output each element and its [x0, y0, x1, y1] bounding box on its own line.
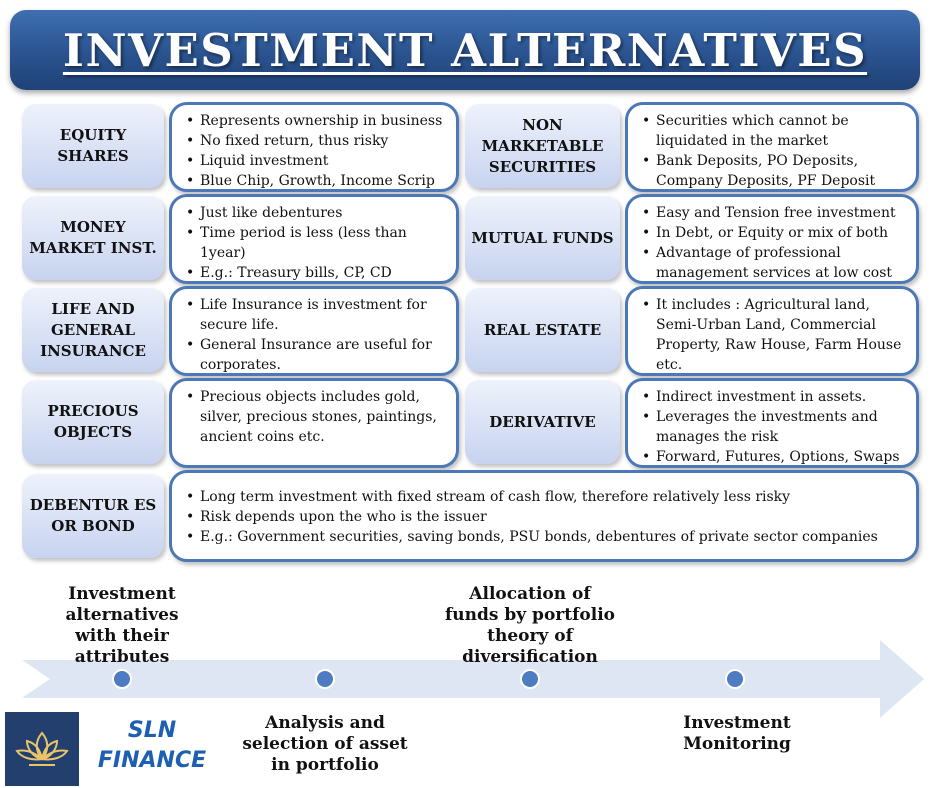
- list-item: • It includes : Agricultural land, Semi-Urban Land, Commercial Property, Raw House, Farm House etc.: [642, 295, 906, 375]
- label-life-general-insurance: LIFE AND GENERAL INSURANCE: [22, 288, 164, 372]
- list-item: • Long term investment with fixed stream of cash flow, therefore relatively less risky: [186, 487, 906, 507]
- list-item: • Advantage of professional management services at low cost: [642, 243, 906, 283]
- list-item: • E.g.: Treasury bills, CP, CD: [186, 263, 446, 283]
- list-item: • Forward, Futures, Options, Swaps: [642, 447, 906, 467]
- list-item: • No fixed return, thus risky: [186, 131, 446, 151]
- list-item: • Precious objects includes gold, silver, precious stones, paintings, ancient coins etc.: [186, 387, 446, 447]
- list-item: • E.g.: Government securities, saving bonds, PSU bonds, debentures of private sector companies: [186, 527, 906, 547]
- label-non-marketable-securities: NON MARKETABLE SECURITIES: [465, 104, 620, 188]
- list-item: • Represents ownership in business: [186, 111, 446, 131]
- list-item: • Bank Deposits, PO Deposits, Company Deposits, PF Deposit: [642, 151, 906, 191]
- list-item: • Liquid investment: [186, 151, 446, 171]
- label-money-market-inst: MONEY MARKET INST.: [22, 196, 164, 280]
- step-dot: [725, 669, 745, 689]
- label-precious-objects: PRECIOUS OBJECTS: [22, 380, 164, 464]
- brand-name: SLN FINANCE: [97, 718, 207, 773]
- step-dot: [315, 669, 335, 689]
- label-derivative: DERIVATIVE: [465, 380, 620, 464]
- list-item: • Time period is less (less than 1year): [186, 223, 446, 263]
- list-item: • Leverages the investments and manages the risk: [642, 407, 906, 447]
- list-item: • Indirect investment in assets.: [642, 387, 906, 407]
- step-label-3: Allocation of funds by portfolio theory of diversification: [444, 584, 616, 667]
- list-item: • Life Insurance is investment for secure life.: [186, 295, 446, 335]
- list-item: • Securities which cannot be liquidated in the market: [642, 111, 906, 151]
- logo: [5, 712, 79, 786]
- label-debentures-or-bond: DEBENTUR ES OR BOND: [22, 474, 164, 558]
- step-label-2: Analysis and selection of asset in portfolio: [242, 713, 408, 775]
- label-mutual-funds: MUTUAL FUNDS: [465, 196, 620, 280]
- list-item: • Blue Chip, Growth, Income Scrip: [186, 171, 446, 191]
- list-item: • In Debt, or Equity or mix of both: [642, 223, 906, 243]
- step-dot: [112, 669, 132, 689]
- step-dot: [520, 669, 540, 689]
- page-title: INVESTMENT ALTERNATIVES: [62, 23, 868, 77]
- step-label-4: Investment Monitoring: [683, 713, 791, 754]
- list-item: • General Insurance are useful for corporates.: [186, 335, 446, 375]
- label-real-estate: REAL ESTATE: [465, 288, 620, 372]
- list-item: • Just like debentures: [186, 203, 446, 223]
- step-label-1: Investment alternatives with their attributes: [65, 584, 179, 667]
- label-equity-shares: EQUITY SHARES: [22, 104, 164, 188]
- list-item: • Risk depends upon the who is the issuer: [186, 507, 906, 527]
- list-item: • Easy and Tension free investment: [642, 203, 906, 223]
- lotus-icon: [15, 727, 69, 771]
